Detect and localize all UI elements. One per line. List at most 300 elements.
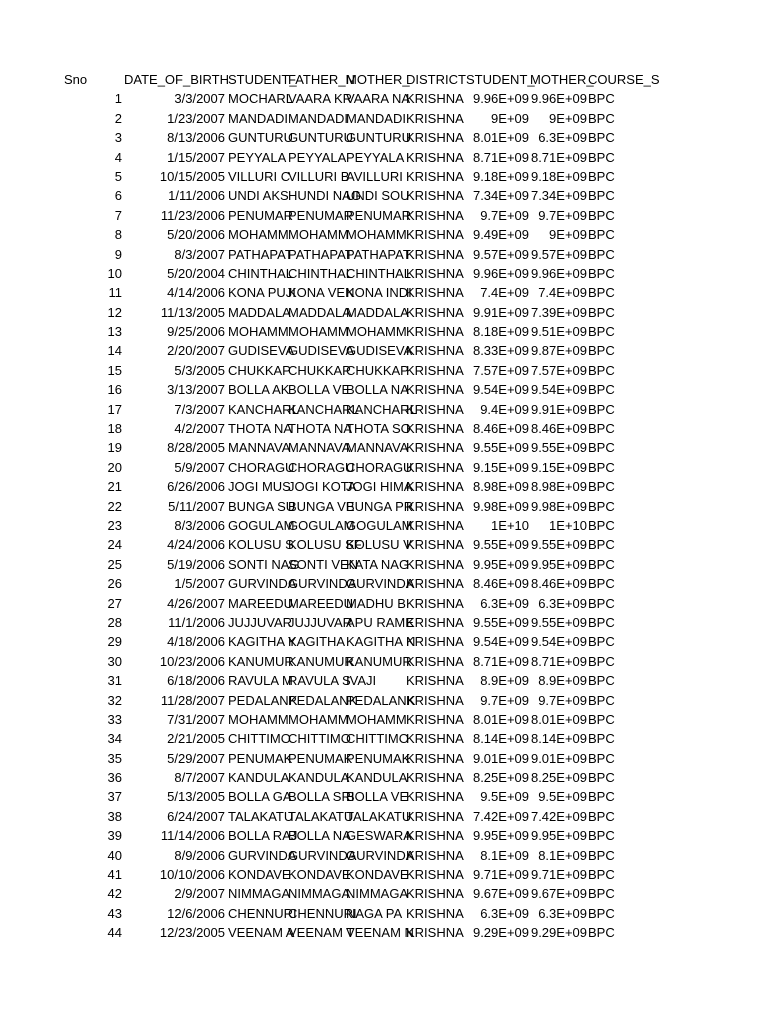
cell-district[interactable]: KRISHNA <box>406 459 464 475</box>
cell-date-of-birth[interactable]: 4/2/2007 <box>174 421 225 437</box>
cell-district[interactable]: KRISHNA <box>406 207 464 223</box>
cell-father[interactable]: JUJJUVAR <box>288 614 353 630</box>
cell-district[interactable]: KRISHNA <box>406 770 464 786</box>
cell-mother-phone[interactable]: 8.25E+09 <box>530 770 587 786</box>
cell-mother[interactable]: CHITTIMO <box>346 731 409 747</box>
cell-course[interactable]: BPC <box>588 808 615 824</box>
cell-mother[interactable]: TALAKATU <box>346 808 412 824</box>
cell-mother-phone[interactable]: 8.98E+09 <box>530 479 587 495</box>
cell-student[interactable]: SONTI NAG <box>228 556 300 572</box>
cell-mother-phone[interactable]: 8.71E+09 <box>530 149 587 165</box>
cell-course[interactable]: BPC <box>588 634 615 650</box>
cell-sno[interactable]: 34 <box>107 731 122 747</box>
cell-sno[interactable]: 36 <box>107 770 122 786</box>
cell-student[interactable]: CHITTIMO <box>228 731 291 747</box>
cell-student-phone[interactable]: 8.01E+09 <box>472 711 529 727</box>
cell-mother-phone[interactable]: 1E+10 <box>549 517 587 533</box>
cell-student-phone[interactable]: 9.54E+09 <box>472 634 529 650</box>
cell-course[interactable]: BPC <box>588 168 615 184</box>
cell-date-of-birth[interactable]: 11/14/2006 <box>160 828 225 844</box>
cell-date-of-birth[interactable]: 5/3/2005 <box>174 362 225 378</box>
cell-district[interactable]: KRISHNA <box>406 91 464 107</box>
cell-sno[interactable]: 26 <box>107 576 122 592</box>
cell-district[interactable]: KRISHNA <box>406 595 464 611</box>
cell-sno[interactable]: 35 <box>107 750 122 766</box>
cell-district[interactable]: KRISHNA <box>406 653 464 669</box>
cell-mother[interactable]: BOLLA NA <box>346 382 409 398</box>
cell-course[interactable]: BPC <box>588 770 615 786</box>
cell-date-of-birth[interactable]: 8/28/2005 <box>167 440 225 456</box>
cell-sno[interactable]: 18 <box>107 421 122 437</box>
cell-mother-phone[interactable]: 9.7E+09 <box>538 692 587 708</box>
cell-student-phone[interactable]: 6.3E+09 <box>480 595 529 611</box>
cell-sno[interactable]: 22 <box>107 498 122 514</box>
cell-district[interactable]: KRISHNA <box>406 110 464 126</box>
cell-mother-phone[interactable]: 9.87E+09 <box>530 343 587 359</box>
cell-date-of-birth[interactable]: 10/23/2006 <box>159 653 225 669</box>
cell-student[interactable]: GOGULAM <box>228 517 295 533</box>
cell-mother-phone[interactable]: 9.18E+09 <box>530 168 587 184</box>
cell-sno[interactable]: 15 <box>107 362 122 378</box>
cell-student-phone[interactable]: 8.71E+09 <box>472 653 529 669</box>
header-mother-phone[interactable]: MOTHER_ <box>530 72 594 87</box>
cell-student-phone[interactable]: 9.98E+09 <box>472 498 529 514</box>
cell-father[interactable]: SONTI VEN <box>288 556 359 572</box>
cell-student-phone[interactable]: 8.33E+09 <box>472 343 529 359</box>
cell-date-of-birth[interactable]: 8/3/2007 <box>174 246 225 262</box>
cell-date-of-birth[interactable]: 6/26/2006 <box>167 479 225 495</box>
cell-course[interactable]: BPC <box>588 673 615 689</box>
cell-district[interactable]: KRISHNA <box>406 343 464 359</box>
cell-course[interactable]: BPC <box>588 401 615 417</box>
cell-date-of-birth[interactable]: 10/10/2006 <box>159 867 225 883</box>
cell-sno[interactable]: 43 <box>107 905 122 921</box>
cell-student-phone[interactable]: 8.1E+09 <box>480 847 529 863</box>
cell-student[interactable]: GURVINDA <box>228 576 297 592</box>
cell-student[interactable]: KAGITHA Y <box>228 634 297 650</box>
cell-student[interactable]: CHENNURI <box>228 905 297 921</box>
cell-course[interactable]: BPC <box>588 207 615 223</box>
cell-mother[interactable]: KANCHARL <box>346 401 417 417</box>
cell-district[interactable]: KRISHNA <box>406 517 464 533</box>
cell-date-of-birth[interactable]: 5/11/2007 <box>168 498 225 514</box>
cell-student[interactable]: BOLLA RAJ <box>228 828 298 844</box>
cell-father[interactable]: GURVINDA <box>288 576 357 592</box>
cell-course[interactable]: BPC <box>588 343 615 359</box>
cell-district[interactable]: KRISHNA <box>406 634 464 650</box>
cell-date-of-birth[interactable]: 12/6/2006 <box>167 905 225 921</box>
cell-course[interactable]: BPC <box>588 614 615 630</box>
cell-mother[interactable]: KONA INDI <box>346 285 412 301</box>
cell-course[interactable]: BPC <box>588 905 615 921</box>
cell-student-phone[interactable]: 1E+10 <box>491 517 529 533</box>
cell-student[interactable]: UNDI AKS <box>228 188 289 204</box>
cell-student-phone[interactable]: 8.14E+09 <box>472 731 529 747</box>
cell-date-of-birth[interactable]: 8/7/2007 <box>174 770 225 786</box>
cell-father[interactable]: KONA VEN <box>288 285 355 301</box>
cell-date-of-birth[interactable]: 2/20/2007 <box>167 343 225 359</box>
cell-district[interactable]: KRISHNA <box>406 227 464 243</box>
cell-date-of-birth[interactable]: 5/9/2007 <box>174 459 225 475</box>
cell-student[interactable]: MAREEDU <box>228 595 294 611</box>
cell-sno[interactable]: 8 <box>114 227 122 243</box>
cell-district[interactable]: KRISHNA <box>406 886 464 902</box>
cell-mother-phone[interactable]: 9.15E+09 <box>530 459 587 475</box>
cell-course[interactable]: BPC <box>588 847 615 863</box>
cell-course[interactable]: BPC <box>588 711 615 727</box>
cell-sno[interactable]: 40 <box>107 847 122 863</box>
cell-student-phone[interactable]: 9.55E+09 <box>472 440 529 456</box>
cell-district[interactable]: KRISHNA <box>406 789 464 805</box>
cell-date-of-birth[interactable]: 5/20/2006 <box>167 227 225 243</box>
cell-mother-phone[interactable]: 9.55E+09 <box>530 440 587 456</box>
cell-course[interactable]: BPC <box>588 149 615 165</box>
cell-mother-phone[interactable]: 8.71E+09 <box>530 653 587 669</box>
cell-student-phone[interactable]: 9.54E+09 <box>472 382 529 398</box>
cell-student-phone[interactable]: 9.55E+09 <box>472 537 529 553</box>
cell-district[interactable]: KRISHNA <box>406 556 464 572</box>
cell-father[interactable]: JOGI KOTA <box>288 479 357 495</box>
cell-father[interactable]: MADDALA <box>288 304 351 320</box>
cell-father[interactable]: HUNDI NAG <box>288 188 361 204</box>
cell-student[interactable]: RAVULA M <box>228 673 293 689</box>
cell-course[interactable]: BPC <box>588 440 615 456</box>
cell-mother-phone[interactable]: 7.39E+09 <box>530 304 587 320</box>
cell-district[interactable]: KRISHNA <box>406 362 464 378</box>
cell-student[interactable]: CHINTHAL <box>228 265 294 281</box>
cell-mother[interactable]: PATHAPAT <box>346 246 411 262</box>
cell-student-phone[interactable]: 9.95E+09 <box>472 828 529 844</box>
cell-father[interactable]: PEDALANK <box>288 692 358 708</box>
cell-sno[interactable]: 16 <box>107 382 122 398</box>
cell-mother[interactable]: KATA NAG <box>346 556 410 572</box>
cell-student-phone[interactable]: 9.55E+09 <box>472 614 529 630</box>
cell-district[interactable]: KRISHNA <box>406 149 464 165</box>
cell-sno[interactable]: 2 <box>114 110 122 126</box>
cell-district[interactable]: KRISHNA <box>406 479 464 495</box>
cell-mother[interactable]: UNDI SOU <box>346 188 410 204</box>
cell-date-of-birth[interactable]: 5/29/2007 <box>167 750 225 766</box>
cell-district[interactable]: KRISHNA <box>406 692 464 708</box>
cell-mother-phone[interactable]: 7.57E+09 <box>530 362 587 378</box>
cell-date-of-birth[interactable]: 2/9/2007 <box>174 886 225 902</box>
cell-sno[interactable]: 5 <box>114 168 122 184</box>
cell-student[interactable]: CHUKKAP <box>228 362 291 378</box>
cell-mother-phone[interactable]: 9.29E+09 <box>530 925 587 941</box>
cell-mother-phone[interactable]: 9.01E+09 <box>530 750 587 766</box>
cell-date-of-birth[interactable]: 6/18/2006 <box>167 673 225 689</box>
cell-student[interactable]: THOTA NA <box>228 421 293 437</box>
cell-student[interactable]: BUNGA SU <box>228 498 296 514</box>
cell-student[interactable]: PEDALANK <box>228 692 298 708</box>
cell-father[interactable]: VAARA KR <box>288 91 353 107</box>
cell-district[interactable]: KRISHNA <box>406 304 464 320</box>
cell-mother[interactable]: NIMMAGA <box>346 886 409 902</box>
cell-father[interactable]: GUDISEVA <box>288 343 355 359</box>
header-sno[interactable]: Sno <box>64 72 88 87</box>
cell-mother[interactable]: VAARA NA <box>346 91 411 107</box>
cell-course[interactable]: BPC <box>588 828 615 844</box>
cell-mother-phone[interactable]: 7.4E+09 <box>538 285 587 301</box>
cell-sno[interactable]: 42 <box>107 886 122 902</box>
cell-date-of-birth[interactable]: 12/23/2005 <box>159 925 225 941</box>
cell-district[interactable]: KRISHNA <box>406 614 464 630</box>
cell-sno[interactable]: 20 <box>107 459 122 475</box>
cell-mother[interactable]: APU RAME <box>346 614 414 630</box>
cell-student[interactable]: PEYYALA <box>228 149 287 165</box>
cell-sno[interactable]: 29 <box>107 634 122 650</box>
cell-mother[interactable]: MOHAMM <box>346 324 407 340</box>
cell-student[interactable]: KOLUSU S <box>228 537 294 553</box>
cell-course[interactable]: BPC <box>588 304 615 320</box>
cell-father[interactable]: VILLURI B <box>288 168 350 184</box>
cell-date-of-birth[interactable]: 8/9/2006 <box>174 847 225 863</box>
cell-student[interactable]: GUNTURU <box>228 130 293 146</box>
cell-sno[interactable]: 11 <box>108 285 122 301</box>
cell-student-phone[interactable]: 9.5E+09 <box>480 789 529 805</box>
cell-father[interactable]: MOHAMM <box>288 711 349 727</box>
cell-father[interactable]: PEYYALA <box>288 149 347 165</box>
cell-mother-phone[interactable]: 9.55E+09 <box>530 614 587 630</box>
header-district[interactable]: DISTRICT <box>406 72 466 87</box>
cell-district[interactable]: KRISHNA <box>406 246 464 262</box>
cell-student[interactable]: MANDADI <box>228 110 288 126</box>
cell-student-phone[interactable]: 8.46E+09 <box>472 421 529 437</box>
cell-date-of-birth[interactable]: 5/20/2004 <box>167 265 225 281</box>
cell-mother[interactable]: CHINTHAL <box>346 265 412 281</box>
header-student[interactable]: STUDENT_ <box>228 72 297 87</box>
cell-student[interactable]: TALAKATU <box>228 808 294 824</box>
cell-student-phone[interactable]: 9E+09 <box>491 110 529 126</box>
cell-mother[interactable]: GOGULAM <box>346 517 413 533</box>
cell-course[interactable]: BPC <box>588 537 615 553</box>
cell-student[interactable]: VEENAM A <box>228 925 295 941</box>
cell-mother[interactable]: JOGI HIMA <box>346 479 413 495</box>
cell-date-of-birth[interactable]: 7/3/2007 <box>174 401 225 417</box>
cell-mother-phone[interactable]: 8.9E+09 <box>538 673 587 689</box>
cell-father[interactable]: PENUMAR <box>288 207 354 223</box>
cell-course[interactable]: BPC <box>588 692 615 708</box>
cell-mother-phone[interactable]: 9.5E+09 <box>538 789 587 805</box>
cell-date-of-birth[interactable]: 7/31/2007 <box>167 711 225 727</box>
cell-sno[interactable]: 23 <box>107 517 122 533</box>
cell-sno[interactable]: 1 <box>114 91 122 107</box>
cell-student-phone[interactable]: 7.42E+09 <box>472 808 529 824</box>
cell-sno[interactable]: 6 <box>114 188 122 204</box>
cell-mother[interactable]: IVAJI <box>346 673 377 689</box>
cell-mother[interactable]: GUDISEVA <box>346 343 413 359</box>
cell-sno[interactable]: 33 <box>107 711 122 727</box>
cell-course[interactable]: BPC <box>588 653 615 669</box>
cell-mother-phone[interactable]: 8.1E+09 <box>538 847 587 863</box>
cell-mother-phone[interactable]: 9.98E+09 <box>530 498 587 514</box>
cell-sno[interactable]: 14 <box>107 343 122 359</box>
cell-mother[interactable]: PENUMAK <box>346 750 411 766</box>
cell-student-phone[interactable]: 9.49E+09 <box>472 227 529 243</box>
cell-mother[interactable]: MOHAMM <box>346 227 407 243</box>
cell-course[interactable]: BPC <box>588 246 615 262</box>
cell-mother-phone[interactable]: 7.42E+09 <box>530 808 587 824</box>
cell-district[interactable]: KRISHNA <box>406 440 464 456</box>
cell-student-phone[interactable]: 9.4E+09 <box>480 401 529 417</box>
cell-date-of-birth[interactable]: 6/24/2007 <box>167 808 225 824</box>
cell-date-of-birth[interactable]: 10/15/2005 <box>159 168 225 184</box>
cell-date-of-birth[interactable]: 3/3/2007 <box>174 91 225 107</box>
cell-district[interactable]: KRISHNA <box>406 905 464 921</box>
cell-mother[interactable]: KOLUSU V <box>346 537 412 553</box>
cell-father[interactable]: KONDAVE <box>288 867 351 883</box>
cell-district[interactable]: KRISHNA <box>406 673 464 689</box>
cell-mother[interactable]: KONDAVE <box>346 867 409 883</box>
cell-student[interactable]: JOGI MUS <box>228 479 291 495</box>
cell-mother-phone[interactable]: 9.7E+09 <box>538 207 587 223</box>
cell-student[interactable]: MOHAMM <box>228 711 289 727</box>
cell-district[interactable]: KRISHNA <box>406 130 464 146</box>
cell-district[interactable]: KRISHNA <box>406 401 464 417</box>
cell-date-of-birth[interactable]: 5/13/2005 <box>167 789 225 805</box>
cell-mother-phone[interactable]: 6.3E+09 <box>538 595 587 611</box>
cell-course[interactable]: BPC <box>588 459 615 475</box>
cell-mother-phone[interactable]: 9E+09 <box>549 227 587 243</box>
cell-mother[interactable]: BOLLA VE <box>346 789 409 805</box>
cell-student[interactable]: KONDAVE <box>228 867 291 883</box>
cell-sno[interactable]: 24 <box>107 537 122 553</box>
cell-course[interactable]: BPC <box>588 517 615 533</box>
cell-father[interactable]: MAREEDU <box>288 595 354 611</box>
cell-course[interactable]: BPC <box>588 227 615 243</box>
cell-student[interactable]: MANNAVA <box>228 440 291 456</box>
cell-district[interactable]: KRISHNA <box>406 750 464 766</box>
cell-father[interactable]: BUNGA VE <box>288 498 355 514</box>
cell-date-of-birth[interactable]: 1/23/2007 <box>167 110 225 126</box>
cell-father[interactable]: MOHAMM <box>288 227 349 243</box>
cell-father[interactable]: KANDULA <box>288 770 350 786</box>
cell-course[interactable]: BPC <box>588 479 615 495</box>
cell-date-of-birth[interactable]: 8/13/2006 <box>167 130 225 146</box>
cell-father[interactable]: CHITTIMO <box>288 731 351 747</box>
cell-date-of-birth[interactable]: 2/21/2005 <box>167 731 225 747</box>
cell-mother[interactable]: NAGA PA <box>346 905 403 921</box>
header-course[interactable]: COURSE_S <box>588 72 660 87</box>
cell-student[interactable]: PENUMAR <box>228 207 294 223</box>
cell-student-phone[interactable]: 9.01E+09 <box>472 750 529 766</box>
cell-mother-phone[interactable]: 7.34E+09 <box>530 188 587 204</box>
cell-student-phone[interactable]: 9.15E+09 <box>472 459 529 475</box>
cell-father[interactable]: KANUMUR <box>288 653 354 669</box>
cell-mother-phone[interactable]: 8.46E+09 <box>530 421 587 437</box>
cell-district[interactable]: KRISHNA <box>406 421 464 437</box>
cell-sno[interactable]: 44 <box>107 925 122 941</box>
cell-date-of-birth[interactable]: 11/13/2005 <box>160 304 225 320</box>
cell-student-phone[interactable]: 7.4E+09 <box>480 285 529 301</box>
cell-student[interactable]: KANDULA <box>228 770 290 786</box>
cell-course[interactable]: BPC <box>588 886 615 902</box>
cell-student[interactable]: GUDISEVA <box>228 343 295 359</box>
cell-student-phone[interactable]: 9.95E+09 <box>472 556 529 572</box>
header-mother[interactable]: MOTHER_ <box>346 72 410 87</box>
cell-mother[interactable]: KANDULA <box>346 770 408 786</box>
cell-date-of-birth[interactable]: 1/11/2006 <box>168 188 225 204</box>
cell-mother[interactable]: BUNGA PR <box>346 498 414 514</box>
cell-father[interactable]: GUNTURU <box>288 130 353 146</box>
cell-sno[interactable]: 30 <box>107 653 122 669</box>
cell-course[interactable]: BPC <box>588 265 615 281</box>
header-student-phone[interactable]: STUDENT_ <box>466 72 535 87</box>
cell-father[interactable]: MANDADI <box>288 110 348 126</box>
cell-student-phone[interactable]: 8.98E+09 <box>472 479 529 495</box>
cell-course[interactable]: BPC <box>588 925 615 941</box>
cell-student[interactable]: KANUMUR <box>228 653 294 669</box>
cell-course[interactable]: BPC <box>588 324 615 340</box>
cell-sno[interactable]: 13 <box>107 324 122 340</box>
cell-student-phone[interactable]: 8.71E+09 <box>472 149 529 165</box>
cell-student-phone[interactable]: 9.71E+09 <box>472 867 529 883</box>
cell-student-phone[interactable]: 8.18E+09 <box>472 324 529 340</box>
cell-sno[interactable]: 39 <box>107 828 122 844</box>
cell-mother[interactable]: PENUMAR <box>346 207 412 223</box>
cell-mother-phone[interactable]: 9.71E+09 <box>530 867 587 883</box>
cell-mother[interactable]: MADHU B <box>346 595 406 611</box>
cell-student-phone[interactable]: 8.01E+09 <box>472 130 529 146</box>
cell-course[interactable]: BPC <box>588 91 615 107</box>
cell-mother[interactable]: PEYYALA <box>346 149 405 165</box>
header-father[interactable]: FATHER_N <box>288 72 355 87</box>
cell-mother-phone[interactable]: 9E+09 <box>549 110 587 126</box>
cell-mother[interactable]: THOTA SO <box>346 421 411 437</box>
cell-date-of-birth[interactable]: 11/23/2006 <box>160 207 225 223</box>
cell-mother[interactable]: GURVINDA <box>346 847 415 863</box>
cell-district[interactable]: KRISHNA <box>406 828 464 844</box>
cell-district[interactable]: KRISHNA <box>406 847 464 863</box>
cell-sno[interactable]: 37 <box>107 789 122 805</box>
cell-sno[interactable]: 19 <box>107 440 122 456</box>
cell-student-phone[interactable]: 9.91E+09 <box>472 304 529 320</box>
cell-father[interactable]: KAGITHA <box>288 634 346 650</box>
cell-father[interactable]: GOGULAM <box>288 517 355 533</box>
cell-student[interactable]: PENUMAK <box>228 750 293 766</box>
header-date-of-birth[interactable]: DATE_OF_BIRTH <box>124 72 229 87</box>
cell-student[interactable]: BOLLA GA <box>228 789 292 805</box>
cell-student-phone[interactable]: 7.34E+09 <box>472 188 529 204</box>
cell-sno[interactable]: 28 <box>107 614 122 630</box>
cell-mother-phone[interactable]: 9.57E+09 <box>530 246 587 262</box>
cell-student-phone[interactable]: 9.96E+09 <box>472 265 529 281</box>
cell-district[interactable]: KRISHNA <box>406 731 464 747</box>
cell-course[interactable]: BPC <box>588 382 615 398</box>
cell-sno[interactable]: 31 <box>107 673 122 689</box>
cell-district[interactable]: KRISHNA <box>406 498 464 514</box>
cell-mother-phone[interactable]: 9.54E+09 <box>530 634 587 650</box>
cell-father[interactable]: KOLUSU SF <box>288 537 362 553</box>
cell-student-phone[interactable]: 9.7E+09 <box>480 692 529 708</box>
cell-father[interactable]: THOTA NA <box>288 421 353 437</box>
cell-father[interactable]: BOLLA SRI <box>288 789 355 805</box>
cell-mother[interactable]: PEDALANK <box>346 692 416 708</box>
cell-father[interactable]: MOHAMM <box>288 324 349 340</box>
cell-course[interactable]: BPC <box>588 867 615 883</box>
cell-mother-phone[interactable]: 9.95E+09 <box>530 556 587 572</box>
cell-sno[interactable]: 7 <box>114 207 122 223</box>
cell-mother[interactable]: GESWARA <box>346 828 412 844</box>
cell-course[interactable]: BPC <box>588 285 615 301</box>
cell-student-phone[interactable]: 8.46E+09 <box>472 576 529 592</box>
cell-student[interactable]: KONA PUJI <box>228 285 296 301</box>
cell-sno[interactable]: 27 <box>107 595 122 611</box>
cell-date-of-birth[interactable]: 4/24/2006 <box>167 537 225 553</box>
cell-father[interactable]: BOLLA VE <box>288 382 351 398</box>
cell-mother[interactable]: AVILLURI <box>346 168 403 184</box>
cell-course[interactable]: BPC <box>588 110 615 126</box>
